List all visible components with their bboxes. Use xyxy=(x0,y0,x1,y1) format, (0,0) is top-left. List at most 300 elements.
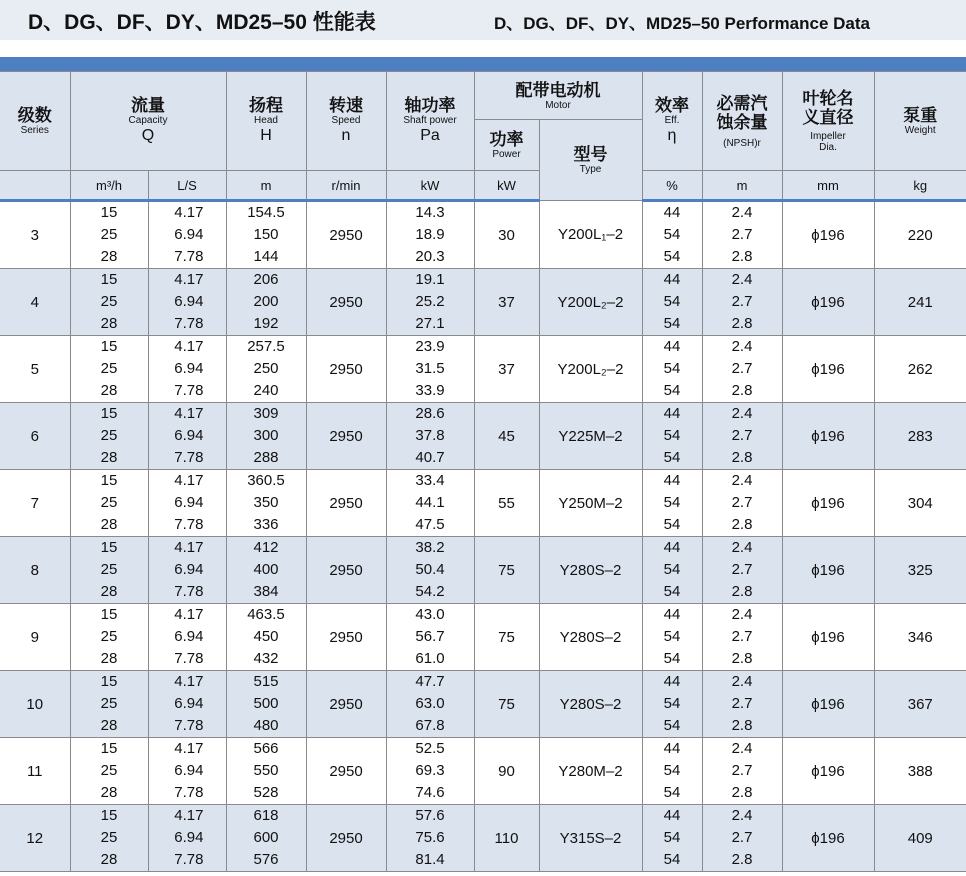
cell-capacity-ls-value: 4.17 xyxy=(174,606,204,623)
cell-capacity-m3h-value: 15 xyxy=(100,740,118,757)
cell-efficiency xyxy=(642,805,702,872)
cell-impeller-dia: ϕ196 xyxy=(782,805,874,872)
cell-efficiency-value: 54 xyxy=(663,784,681,801)
cell-head xyxy=(226,201,306,269)
cell-npsh xyxy=(702,201,782,269)
cell-capacity-m3h-value: 15 xyxy=(100,405,118,422)
cell-efficiency-value: 44 xyxy=(663,405,681,422)
cell-motor-type: Y250M–2 xyxy=(539,470,642,537)
cell-shaft-power-value: 50.4 xyxy=(415,561,445,578)
cell-capacity-ls-value: 6.94 xyxy=(174,360,204,377)
cell-npsh-value: 2.8 xyxy=(731,650,753,667)
cell-efficiency xyxy=(642,671,702,738)
cell-speed: 2950 xyxy=(306,403,386,470)
cell-capacity-m3h-value: 25 xyxy=(100,561,118,578)
cell-series: 6 xyxy=(0,403,70,470)
cell-efficiency-value: 54 xyxy=(663,226,681,243)
cell-npsh-value: 2.7 xyxy=(731,427,753,444)
cell-head-value: 450 xyxy=(253,628,279,645)
page-title-chinese: D、DG、DF、DY、MD25–50 性能表 xyxy=(28,11,376,34)
cell-head xyxy=(226,269,306,336)
cell-capacity-m3h-value: 15 xyxy=(100,606,118,623)
cell-motor-power: 45 xyxy=(474,403,539,470)
cell-speed: 2950 xyxy=(306,201,386,269)
cell-efficiency-value: 54 xyxy=(663,315,681,332)
header-eff-symbol: η xyxy=(667,127,677,144)
cell-impeller-dia: ϕ196 xyxy=(782,336,874,403)
cell-speed: 2950 xyxy=(306,470,386,537)
cell-capacity-m3h-value: 15 xyxy=(100,472,118,489)
cell-capacity-m3h-value: 28 xyxy=(100,516,118,533)
header-head-en: Head xyxy=(254,115,278,126)
cell-capacity-ls-value: 6.94 xyxy=(174,829,204,846)
cell-efficiency-value: 54 xyxy=(663,382,681,399)
cell-capacity-m3h-value: 15 xyxy=(100,807,118,824)
header-speed-cn: 转速 xyxy=(329,96,363,115)
unit-efficiency: % xyxy=(642,171,702,201)
cell-npsh-value: 2.4 xyxy=(731,204,753,221)
header-npsh xyxy=(702,72,782,171)
cell-efficiency-value: 44 xyxy=(663,539,681,556)
unit-series xyxy=(0,171,70,201)
header-motor-type xyxy=(539,120,642,201)
cell-npsh-value: 2.4 xyxy=(731,539,753,556)
unit-impeller: mm xyxy=(782,171,874,201)
cell-capacity-m3h xyxy=(70,201,148,269)
cell-capacity-ls-value: 6.94 xyxy=(174,561,204,578)
cell-capacity-m3h-value: 25 xyxy=(100,762,118,779)
cell-head-value: 350 xyxy=(253,494,279,511)
cell-capacity-ls xyxy=(148,201,226,269)
cell-head-value: 154.5 xyxy=(247,204,285,221)
cell-shaft-power-value: 23.9 xyxy=(415,338,445,355)
header-weight-cn: 泵重 xyxy=(903,106,938,125)
cell-npsh-value: 2.7 xyxy=(731,695,753,712)
cell-capacity-m3h-value: 15 xyxy=(100,673,118,690)
cell-capacity-ls-value: 4.17 xyxy=(174,740,204,757)
header-capacity-en: Capacity xyxy=(128,115,168,126)
cell-capacity-m3h-value: 15 xyxy=(100,204,118,221)
cell-shaft-power-value: 67.8 xyxy=(415,717,445,734)
cell-capacity-m3h-value: 25 xyxy=(100,226,118,243)
cell-speed: 2950 xyxy=(306,269,386,336)
cell-capacity-ls-value: 6.94 xyxy=(174,762,204,779)
cell-capacity-m3h-value: 28 xyxy=(100,382,118,399)
cell-capacity-ls-value: 7.78 xyxy=(174,851,204,868)
cell-efficiency-value: 54 xyxy=(663,516,681,533)
cell-efficiency-value: 54 xyxy=(663,248,681,265)
cell-capacity-m3h xyxy=(70,738,148,805)
cell-capacity-m3h-value: 28 xyxy=(100,315,118,332)
cell-capacity-ls-value: 4.17 xyxy=(174,271,204,288)
cell-shaft-power-value: 54.2 xyxy=(415,583,445,600)
cell-weight: 388 xyxy=(874,738,966,805)
cell-capacity-m3h-value: 25 xyxy=(100,360,118,377)
cell-shaft-power-value: 27.1 xyxy=(415,315,445,332)
cell-npsh-value: 2.8 xyxy=(731,717,753,734)
cell-efficiency-value: 44 xyxy=(663,606,681,623)
cell-efficiency xyxy=(642,470,702,537)
cell-shaft-power-value: 47.7 xyxy=(415,673,445,690)
cell-efficiency-value: 54 xyxy=(663,293,681,310)
cell-motor-power: 75 xyxy=(474,604,539,671)
cell-capacity-ls-value: 6.94 xyxy=(174,226,204,243)
cell-npsh-value: 2.7 xyxy=(731,561,753,578)
cell-shaft-power-value: 52.5 xyxy=(415,740,445,757)
cell-motor-power: 90 xyxy=(474,738,539,805)
cell-capacity-ls xyxy=(148,738,226,805)
header-speed-en: Speed xyxy=(331,115,361,126)
cell-motor-power: 75 xyxy=(474,537,539,604)
cell-impeller-dia: ϕ196 xyxy=(782,269,874,336)
cell-head-value: 515 xyxy=(253,673,279,690)
cell-shaft-power xyxy=(386,269,474,336)
cell-capacity-m3h-value: 25 xyxy=(100,427,118,444)
header-impeller-cn2: 义直径 xyxy=(802,108,854,127)
cell-shaft-power xyxy=(386,738,474,805)
header-motor-power xyxy=(474,120,539,171)
cell-capacity-ls-value: 7.78 xyxy=(174,650,204,667)
cell-impeller-dia: ϕ196 xyxy=(782,671,874,738)
cell-capacity-ls-value: 7.78 xyxy=(174,516,204,533)
cell-npsh-value: 2.4 xyxy=(731,740,753,757)
cell-shaft-power-value: 56.7 xyxy=(415,628,445,645)
page-title-english: D、DG、DF、DY、MD25–50 Performance Data xyxy=(494,14,870,33)
cell-weight: 346 xyxy=(874,604,966,671)
cell-impeller-dia: ϕ196 xyxy=(782,738,874,805)
cell-head-value: 576 xyxy=(253,851,279,868)
cell-head-value: 250 xyxy=(253,360,279,377)
cell-shaft-power-value: 14.3 xyxy=(415,204,445,221)
cell-motor-type: Y200L₂–2 xyxy=(539,269,642,336)
cell-motor-type: Y200L₂–2 xyxy=(539,336,642,403)
cell-efficiency xyxy=(642,201,702,269)
cell-shaft-power-value: 44.1 xyxy=(415,494,445,511)
cell-series: 11 xyxy=(0,738,70,805)
cell-efficiency-value: 44 xyxy=(663,740,681,757)
cell-capacity-ls xyxy=(148,537,226,604)
cell-weight: 262 xyxy=(874,336,966,403)
cell-efficiency-value: 54 xyxy=(663,695,681,712)
cell-capacity-ls xyxy=(148,403,226,470)
cell-head-value: 192 xyxy=(253,315,279,332)
cell-efficiency-value: 54 xyxy=(663,583,681,600)
cell-npsh xyxy=(702,336,782,403)
cell-shaft-power-value: 69.3 xyxy=(415,762,445,779)
cell-efficiency-value: 54 xyxy=(663,650,681,667)
cell-weight: 409 xyxy=(874,805,966,872)
cell-capacity-m3h xyxy=(70,604,148,671)
unit-weight: kg xyxy=(874,171,966,201)
header-impeller xyxy=(782,72,874,171)
cell-efficiency-value: 54 xyxy=(663,449,681,466)
cell-efficiency-value: 54 xyxy=(663,360,681,377)
cell-capacity-ls-value: 6.94 xyxy=(174,293,204,310)
cell-efficiency-value: 54 xyxy=(663,717,681,734)
cell-head-value: 400 xyxy=(253,561,279,578)
table-row xyxy=(0,537,966,604)
header-weight-en: Weight xyxy=(904,125,936,136)
cell-head-value: 480 xyxy=(253,717,279,734)
cell-motor-power: 37 xyxy=(474,336,539,403)
cell-shaft-power-value: 28.6 xyxy=(415,405,445,422)
cell-head xyxy=(226,738,306,805)
cell-shaft-power-value: 43.0 xyxy=(415,606,445,623)
cell-shaft-power xyxy=(386,805,474,872)
cell-shaft-power xyxy=(386,336,474,403)
cell-head-value: 288 xyxy=(253,449,279,466)
cell-shaft-power-value: 38.2 xyxy=(415,539,445,556)
cell-npsh xyxy=(702,537,782,604)
cell-shaft-power-value: 57.6 xyxy=(415,807,445,824)
header-series-cn: 级数 xyxy=(17,106,52,125)
header-capacity xyxy=(70,72,226,171)
cell-npsh-value: 2.8 xyxy=(731,248,753,265)
cell-npsh-value: 2.7 xyxy=(731,226,753,243)
cell-motor-power: 37 xyxy=(474,269,539,336)
cell-npsh xyxy=(702,403,782,470)
cell-capacity-ls xyxy=(148,269,226,336)
cell-weight: 304 xyxy=(874,470,966,537)
cell-shaft-power xyxy=(386,403,474,470)
cell-npsh-value: 2.4 xyxy=(731,606,753,623)
cell-series: 5 xyxy=(0,336,70,403)
cell-capacity-ls-value: 7.78 xyxy=(174,248,204,265)
cell-capacity-m3h-value: 25 xyxy=(100,829,118,846)
cell-capacity-m3h-value: 15 xyxy=(100,539,118,556)
cell-shaft-power-value: 33.4 xyxy=(415,472,445,489)
cell-capacity-m3h-value: 25 xyxy=(100,695,118,712)
cell-head xyxy=(226,403,306,470)
header-power-cn: 功率 xyxy=(489,130,524,149)
cell-motor-power: 55 xyxy=(474,470,539,537)
header-npsh-cn1: 必需汽 xyxy=(716,93,768,113)
cell-capacity-ls-value: 4.17 xyxy=(174,204,204,221)
cell-efficiency-value: 44 xyxy=(663,673,681,690)
table-row xyxy=(0,269,966,336)
cell-efficiency-value: 44 xyxy=(663,204,681,221)
cell-efficiency-value: 54 xyxy=(663,628,681,645)
cell-head xyxy=(226,470,306,537)
cell-speed: 2950 xyxy=(306,805,386,872)
cell-capacity-ls-value: 7.78 xyxy=(174,784,204,801)
table-row xyxy=(0,604,966,671)
cell-npsh-value: 2.4 xyxy=(731,472,753,489)
cell-npsh-value: 2.7 xyxy=(731,829,753,846)
cell-head-value: 300 xyxy=(253,427,279,444)
cell-npsh-value: 2.7 xyxy=(731,293,753,310)
cell-head xyxy=(226,336,306,403)
cell-weight: 220 xyxy=(874,201,966,269)
cell-impeller-dia: ϕ196 xyxy=(782,201,874,269)
cell-head xyxy=(226,671,306,738)
cell-capacity-m3h-value: 28 xyxy=(100,650,118,667)
cell-shaft-power xyxy=(386,201,474,269)
table-row xyxy=(0,738,966,805)
cell-capacity-ls-value: 7.78 xyxy=(174,717,204,734)
cell-npsh-value: 2.7 xyxy=(731,762,753,779)
header-shaft-power xyxy=(386,72,474,171)
cell-head-value: 200 xyxy=(253,293,279,310)
cell-speed: 2950 xyxy=(306,537,386,604)
cell-motor-power: 75 xyxy=(474,671,539,738)
cell-shaft-power xyxy=(386,671,474,738)
cell-head xyxy=(226,604,306,671)
cell-efficiency xyxy=(642,403,702,470)
table-row xyxy=(0,470,966,537)
cell-efficiency-value: 54 xyxy=(663,829,681,846)
unit-capacity-m3h: m³/h xyxy=(70,171,148,201)
header-shaft-cn: 轴功率 xyxy=(404,96,456,115)
header-npsh-en: (NPSH)r xyxy=(723,137,761,149)
cell-speed: 2950 xyxy=(306,604,386,671)
cell-npsh xyxy=(702,470,782,537)
header-head-symbol: H xyxy=(260,127,272,144)
cell-capacity-ls xyxy=(148,470,226,537)
cell-series: 9 xyxy=(0,604,70,671)
cell-npsh xyxy=(702,269,782,336)
header-type-cn: 型号 xyxy=(573,145,608,164)
cell-capacity-m3h-value: 25 xyxy=(100,628,118,645)
cell-efficiency xyxy=(642,604,702,671)
header-series-en: Series xyxy=(20,125,49,136)
cell-npsh-value: 2.8 xyxy=(731,382,753,399)
cell-capacity-m3h-value: 15 xyxy=(100,338,118,355)
cell-capacity-m3h xyxy=(70,269,148,336)
cell-series: 3 xyxy=(0,201,70,269)
cell-shaft-power-value: 33.9 xyxy=(415,382,445,399)
cell-npsh-value: 2.8 xyxy=(731,583,753,600)
cell-head xyxy=(226,805,306,872)
cell-npsh xyxy=(702,671,782,738)
header-capacity-symbol: Q xyxy=(141,127,155,144)
cell-npsh-value: 2.4 xyxy=(731,271,753,288)
cell-capacity-m3h-value: 28 xyxy=(100,248,118,265)
cell-shaft-power-value: 75.6 xyxy=(415,829,445,846)
cell-capacity-ls-value: 7.78 xyxy=(174,315,204,332)
cell-impeller-dia: ϕ196 xyxy=(782,470,874,537)
header-eff-cn: 效率 xyxy=(655,96,689,115)
unit-npsh: m xyxy=(702,171,782,201)
cell-npsh-value: 2.4 xyxy=(731,807,753,824)
cell-capacity-m3h-value: 25 xyxy=(100,494,118,511)
cell-efficiency xyxy=(642,269,702,336)
cell-capacity-ls xyxy=(148,336,226,403)
cell-npsh-value: 2.8 xyxy=(731,851,753,868)
header-shaft-en: Shaft power xyxy=(403,115,457,126)
cell-series: 7 xyxy=(0,470,70,537)
cell-head-value: 144 xyxy=(253,248,279,265)
cell-series: 12 xyxy=(0,805,70,872)
cell-head-value: 240 xyxy=(253,382,279,399)
cell-motor-type: Y225M–2 xyxy=(539,403,642,470)
cell-head-value: 336 xyxy=(253,516,279,533)
cell-efficiency xyxy=(642,738,702,805)
cell-head-value: 309 xyxy=(253,405,279,422)
cell-head-value: 384 xyxy=(253,583,279,600)
cell-motor-type: Y280S–2 xyxy=(539,671,642,738)
cell-capacity-ls xyxy=(148,671,226,738)
cell-shaft-power xyxy=(386,604,474,671)
cell-capacity-m3h xyxy=(70,671,148,738)
cell-head-value: 412 xyxy=(253,539,279,556)
cell-head-value: 528 xyxy=(253,784,279,801)
header-speed xyxy=(306,72,386,171)
cell-npsh-value: 2.4 xyxy=(731,338,753,355)
cell-shaft-power-value: 25.2 xyxy=(415,293,445,310)
cell-efficiency xyxy=(642,537,702,604)
cell-capacity-ls-value: 4.17 xyxy=(174,405,204,422)
cell-efficiency xyxy=(642,336,702,403)
cell-speed: 2950 xyxy=(306,671,386,738)
cell-capacity-m3h-value: 28 xyxy=(100,583,118,600)
cell-head-value: 550 xyxy=(253,762,279,779)
unit-head: m xyxy=(226,171,306,201)
cell-efficiency-value: 54 xyxy=(663,427,681,444)
cell-capacity-m3h xyxy=(70,403,148,470)
cell-weight: 241 xyxy=(874,269,966,336)
cell-npsh-value: 2.7 xyxy=(731,494,753,511)
header-impeller-cn1: 叶轮名 xyxy=(802,89,854,108)
cell-capacity-ls-value: 4.17 xyxy=(174,673,204,690)
table-row xyxy=(0,336,966,403)
header-eff-en: Eff. xyxy=(664,115,680,126)
cell-head-value: 600 xyxy=(253,829,279,846)
cell-capacity-ls-value: 7.78 xyxy=(174,449,204,466)
header-head xyxy=(226,72,306,171)
cell-capacity-ls-value: 7.78 xyxy=(174,583,204,600)
cell-npsh-value: 2.4 xyxy=(731,673,753,690)
cell-head-value: 463.5 xyxy=(247,606,285,623)
cell-shaft-power-value: 40.7 xyxy=(415,449,445,466)
cell-npsh-value: 2.4 xyxy=(731,405,753,422)
table-row xyxy=(0,671,966,738)
cell-npsh-value: 2.8 xyxy=(731,315,753,332)
performance-table xyxy=(0,71,966,872)
cell-efficiency-value: 54 xyxy=(663,762,681,779)
cell-head-value: 206 xyxy=(253,271,279,288)
cell-shaft-power-value: 37.8 xyxy=(415,427,445,444)
cell-head xyxy=(226,537,306,604)
header-efficiency xyxy=(642,72,702,171)
cell-npsh-value: 2.7 xyxy=(731,360,753,377)
cell-capacity-m3h-value: 15 xyxy=(100,271,118,288)
cell-capacity-ls-value: 6.94 xyxy=(174,628,204,645)
cell-capacity-m3h-value: 28 xyxy=(100,851,118,868)
cell-motor-type: Y280M–2 xyxy=(539,738,642,805)
cell-capacity-ls-value: 4.17 xyxy=(174,807,204,824)
header-impeller-en1: Impeller xyxy=(810,131,846,142)
cell-motor-power: 110 xyxy=(474,805,539,872)
cell-efficiency-value: 44 xyxy=(663,271,681,288)
header-motor-cn: 配带电动机 xyxy=(515,80,601,100)
header-series xyxy=(0,72,70,171)
table-row xyxy=(0,201,966,269)
cell-capacity-ls-value: 4.17 xyxy=(174,338,204,355)
cell-head-value: 150 xyxy=(253,226,279,243)
cell-efficiency-value: 44 xyxy=(663,472,681,489)
cell-capacity-m3h-value: 28 xyxy=(100,449,118,466)
cell-capacity-ls-value: 6.94 xyxy=(174,494,204,511)
table-body xyxy=(0,201,966,872)
cell-series: 8 xyxy=(0,537,70,604)
cell-shaft-power xyxy=(386,537,474,604)
unit-shaft-power: kW xyxy=(386,171,474,201)
unit-capacity-ls: L/S xyxy=(148,171,226,201)
cell-series: 10 xyxy=(0,671,70,738)
cell-shaft-power-value: 63.0 xyxy=(415,695,445,712)
cell-weight: 283 xyxy=(874,403,966,470)
